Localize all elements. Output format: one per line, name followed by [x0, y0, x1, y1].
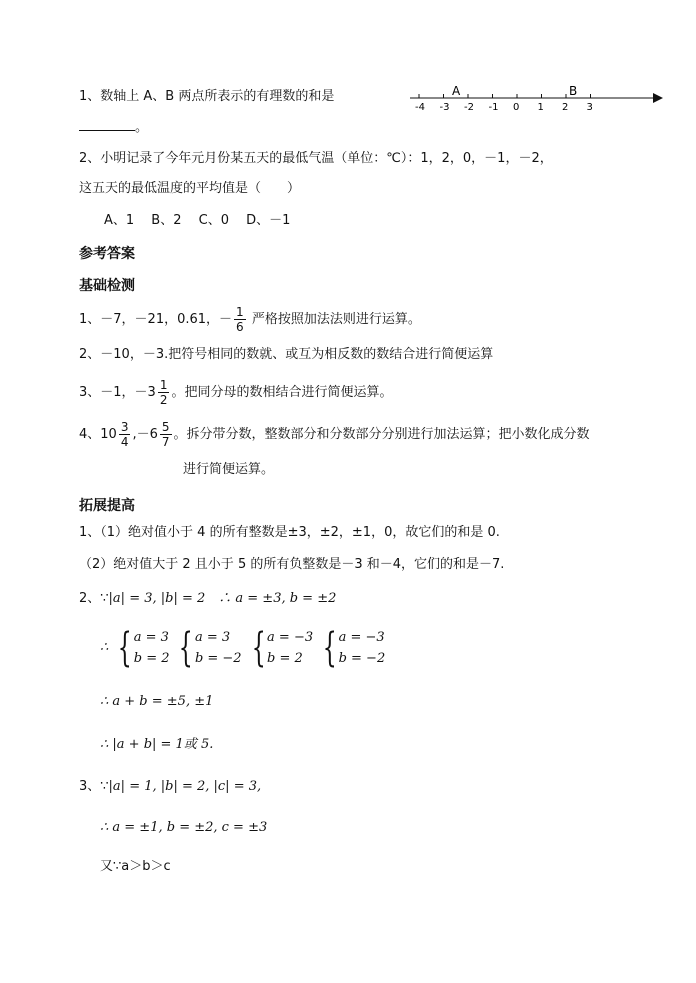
q1-answer-blank-line	[79, 118, 148, 137]
q2-options: A、1 B、2 C、0 D、－1	[104, 213, 291, 228]
e3-given-math: |a| = 1, |b| = 2, |c| = 3,	[108, 779, 262, 794]
extend-answer-3-line3: 又∵a＞b＞c	[100, 859, 171, 874]
number-line-tick-label: -3	[439, 102, 450, 113]
brace-2: {	[179, 625, 194, 671]
equation-system-2	[173, 627, 241, 669]
point-b-label: B	[569, 84, 578, 98]
basic-answer-2: 2、－10，－3.把符号相同的数就、或互为相反数的数结合进行简便运算	[79, 347, 494, 362]
point-a-label: A	[452, 84, 461, 98]
basic-answer-4-line2: 进行简便运算。	[183, 462, 275, 477]
number-line-tick-label: 0	[513, 102, 520, 113]
extend-answer-1-1: 1、（1）绝对值小于 4 的所有整数是±3，±2，±1，0，故它们的和是 0.	[79, 525, 500, 540]
a3-suffix: 。把同分母的数相结合进行简便运算。	[171, 385, 393, 400]
e2-therefore-symbol: ∴	[100, 640, 109, 655]
q1-tail: 。	[135, 120, 149, 135]
equation-system-4	[317, 627, 385, 669]
a1-fraction	[234, 305, 246, 334]
q2-line2: 这五天的最低温度的平均值是（ ）	[79, 181, 301, 196]
system-4-eq-a: a = −3	[338, 630, 385, 645]
a4-frac2-denominator: 7	[161, 435, 170, 449]
number-line	[405, 84, 665, 114]
system-4-eq-b: b = −2	[338, 651, 386, 666]
extend-answer-2-abs: ∴ |a + b| = 1或 5.	[100, 737, 214, 752]
a4-fraction-2	[160, 420, 172, 449]
a3-fraction	[158, 378, 170, 407]
a4-prefix: 4、10	[79, 427, 117, 442]
system-2-eq-a: a = 3	[194, 630, 231, 645]
extend-answer-2-systems	[100, 626, 389, 670]
system-3-eq-a: a = −3	[267, 630, 314, 645]
system-1-eq-a: a = 3	[133, 630, 169, 645]
a4-frac1-numerator: 3	[120, 420, 129, 434]
answer-blank[interactable]	[79, 118, 135, 131]
extend-answer-3-line1	[79, 778, 261, 796]
number-line-tick-label: -4	[415, 102, 425, 113]
system-2-eq-b: b = −2	[194, 651, 242, 666]
a1-prefix: 1、－7，－21，0.61，－	[79, 312, 233, 327]
brace-4: {	[322, 625, 337, 671]
number-line-tick-label: 3	[586, 102, 593, 113]
e2-given-math: |a| = 3, |b| = 2 ∴ a = ±3, b = ±2	[108, 591, 337, 606]
a4-frac2-numerator: 5	[161, 420, 170, 434]
basic-answer-1	[79, 305, 421, 334]
number-line-tick-label: -2	[464, 102, 474, 113]
a1-frac-numerator: 1	[236, 305, 244, 319]
number-line-tick-label: 1	[537, 102, 544, 113]
brace-3: {	[251, 625, 266, 671]
a3-prefix: 3、－1，－3	[79, 385, 156, 400]
a4-fraction-1	[119, 420, 131, 449]
equation-system-1	[112, 627, 169, 669]
extend-answer-2-line1	[79, 590, 336, 608]
a1-frac-denominator: 6	[236, 320, 244, 334]
basic-answer-3	[79, 378, 392, 407]
a3-frac-denominator: 2	[159, 393, 168, 407]
a4-suffix: 。拆分带分数，整数部分和分数部分分别进行加法运算；把小数化成分数	[173, 427, 590, 442]
number-line-tick-label: 2	[562, 102, 569, 113]
system-3-eq-b: b = 2	[267, 651, 303, 666]
a3-frac-numerator: 1	[159, 378, 168, 392]
equation-system-3	[246, 627, 314, 669]
answers-title: 参考答案	[79, 246, 135, 262]
q1-text: 1、数轴上 A、B 两点所表示的有理数的和是	[79, 89, 335, 104]
basic-answer-4	[79, 420, 590, 449]
extend-section-title: 拓展提高	[79, 498, 135, 514]
a1-suffix: 严格按照加法法则进行运算。	[251, 312, 421, 327]
extend-answer-1-2: （2）绝对值大于 2 且小于 5 的所有负整数是－3 和－4，它们的和是－7.	[79, 557, 505, 572]
number-line-arrow	[653, 93, 663, 103]
e3-prefix: 3、∵	[79, 779, 109, 794]
a4-middle: ,－6	[132, 427, 158, 442]
a4-frac1-denominator: 4	[120, 435, 129, 449]
q1-text-line	[79, 88, 334, 106]
q2-line1: 2、小明记录了今年元月份某五天的最低气温（单位：℃）：1，2，0，－1，－2，	[79, 151, 553, 166]
system-1-eq-b: b = 2	[133, 651, 170, 666]
brace-1: {	[118, 625, 133, 671]
basic-section-title: 基础检测	[79, 278, 135, 294]
e2-prefix: 2、∵	[79, 591, 109, 606]
number-line-tick-label: -1	[488, 102, 499, 113]
extend-answer-2-sum: ∴ a + b = ±5, ±1	[100, 694, 214, 709]
extend-answer-3-line2: ∴ a = ±1, b = ±2, c = ±3	[100, 820, 268, 835]
